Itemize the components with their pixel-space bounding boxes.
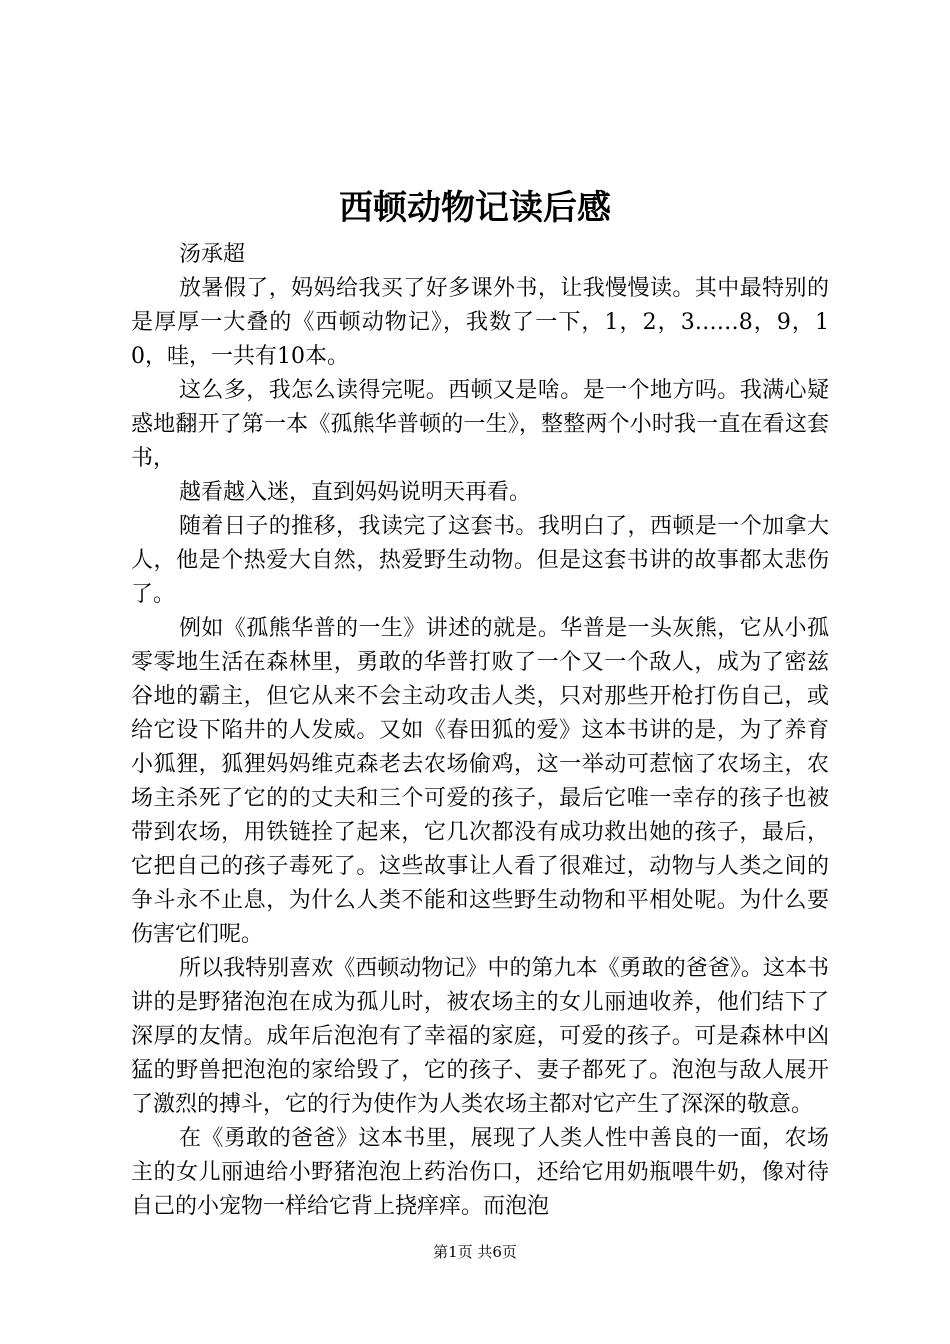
paragraph: 随着日子的推移，我读完了这套书。我明白了，西顿是一个加拿大人，他是个热爱大自然，热爱野生动物。但是这套书讲的故事都太悲伤了。 [131, 514, 829, 607]
paragraph: 在《勇敢的爸爸》这本书里，展现了人类人性中善良的一面，农场主的女儿丽迪给小野猪泡泡上药治伤口，还给它用奶瓶喂牛奶，像对待自己的小宠物一样给它背上挠痒痒。而泡泡 [131, 1126, 829, 1219]
author-line: 汤承超 [179, 242, 246, 267]
paragraph: 这么多，我怎么读得完呢。西顿又是啥。是一个地方吗。我满心疑惑地翻开了第一本《孤熊华普顿的一生》，整整两个小时我一直在看这套书， [131, 378, 829, 471]
document-body [131, 238, 829, 1224]
paragraph: 例如《孤熊华普的一生》讲述的就是。华普是一头灰熊，它从小孤零零地生活在森林里，勇敢的华普打败了一个又一个敌人，成为了密兹谷地的霸主，但它从来不会主动攻击人类，只对那些开枪打伤自己，或给它设下陷井的人发威。又如《春田狐的爱》这本书讲的是，为了养育小狐狸，狐狸妈妈维克森老去农场偷鸡，这一举动可惹恼了农场主，农场主杀死了它的的丈夫和三个可爱的孩子，最后它唯一幸存的孩子也被带到农场，用铁链拴了起来，它几次都没有成功救出她的孩子，最后，它把自己的孩子毒死了。这些故事让人看了很难过，动物与人类之间的争斗永不止息，为什么人类不能和这些野生动物和平相处呢。为什么要伤害它们呢。 [131, 616, 829, 947]
paragraph: 越看越入迷，直到妈妈说明天再看。 [179, 480, 532, 505]
paragraph: 放暑假了，妈妈给我买了好多课外书，让我慢慢读。其中最特别的是厚厚一大叠的《西顿动物记》，我数了一下，1，2，3……8，9，10，哇，一共有10本。 [131, 276, 829, 369]
paragraph: 所以我特别喜欢《西顿动物记》中的第九本《勇敢的爸爸》。这本书讲的是野猪泡泡在成为孤儿时，被农场主的女儿丽迪收养，他们结下了深厚的友情。成年后泡泡有了幸福的家庭，可爱的孩子。可是森林中凶猛的野兽把泡泡的家给毁了，它的孩子、妻子都死了。泡泡与敌人展开了激烈的搏斗，它的行为使作为人类农场主都对它产生了深深的敬意。 [131, 956, 829, 1117]
page-number-footer: 第1页 共6页 [433, 1243, 517, 1261]
document-title: 西顿动物记读后感 [339, 188, 611, 228]
